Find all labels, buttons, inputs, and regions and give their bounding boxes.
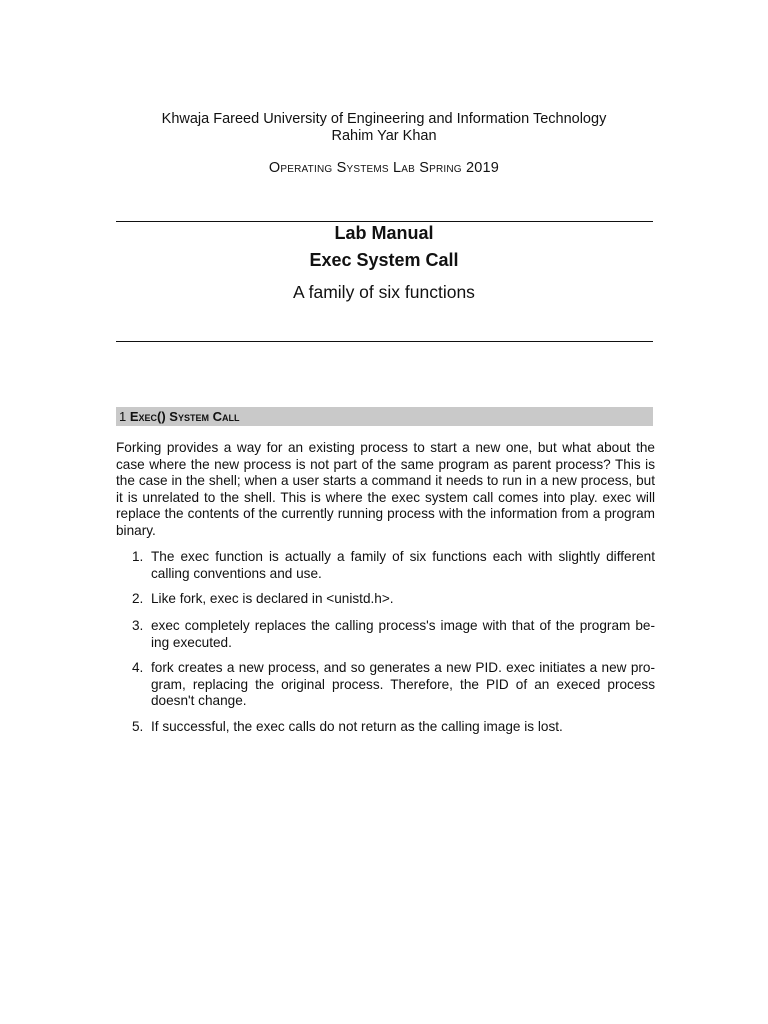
course-title: Operating Systems Lab Spring 2019 (268, 160, 500, 176)
list-item-number: 1. (132, 549, 144, 564)
list-item-number: 4. (132, 660, 144, 675)
list-item-text: Like fork, exec is declared in <unistd.h>. (151, 591, 394, 606)
intro-paragraph: Forking provides a way for an existing process to start a new one, but what about the case where the new process is not part of the same program as parent process? This is the case in the shell; when a user starts a command it needs to run in a new process, but it is unrelated to the shell. This is where the exec system call comes into play. exec will replace the contents of the currently running process with the information from a program binary. (116, 440, 655, 538)
list-item-number: 2. (132, 591, 144, 606)
city-name: Rahim Yar Khan (331, 128, 437, 144)
document-topic: Exec System Call (309, 250, 459, 270)
section-heading: Exec() System Call (129, 409, 240, 424)
list-item-text: If successful, the exec calls do not return as the calling image is lost. (151, 719, 563, 734)
document-subtitle: A family of six functions (293, 282, 475, 302)
section-number: 1 (119, 409, 127, 424)
institution-header (0, 111, 768, 145)
list-item-text: exec completely replaces the calling process's image with that of the program be-ing executed. (151, 618, 655, 650)
list-item-text: fork creates a new process, and so generates a new PID. exec initiates a new pro-gram, replacing the original process. Therefore, the PID of an execed process doesn't change. (151, 660, 655, 709)
list-item-number: 5. (132, 719, 144, 734)
section-heading-bar (116, 407, 653, 426)
list-item-text: The exec function is actually a family of six functions each with slightly different calling conventions and use. (151, 549, 655, 581)
list-item-number: 3. (132, 618, 144, 633)
title-bottom-divider (116, 341, 653, 342)
document-title: Lab Manual (334, 223, 434, 243)
university-name: Khwaja Fareed University of Engineering and Information Technology (161, 111, 607, 127)
